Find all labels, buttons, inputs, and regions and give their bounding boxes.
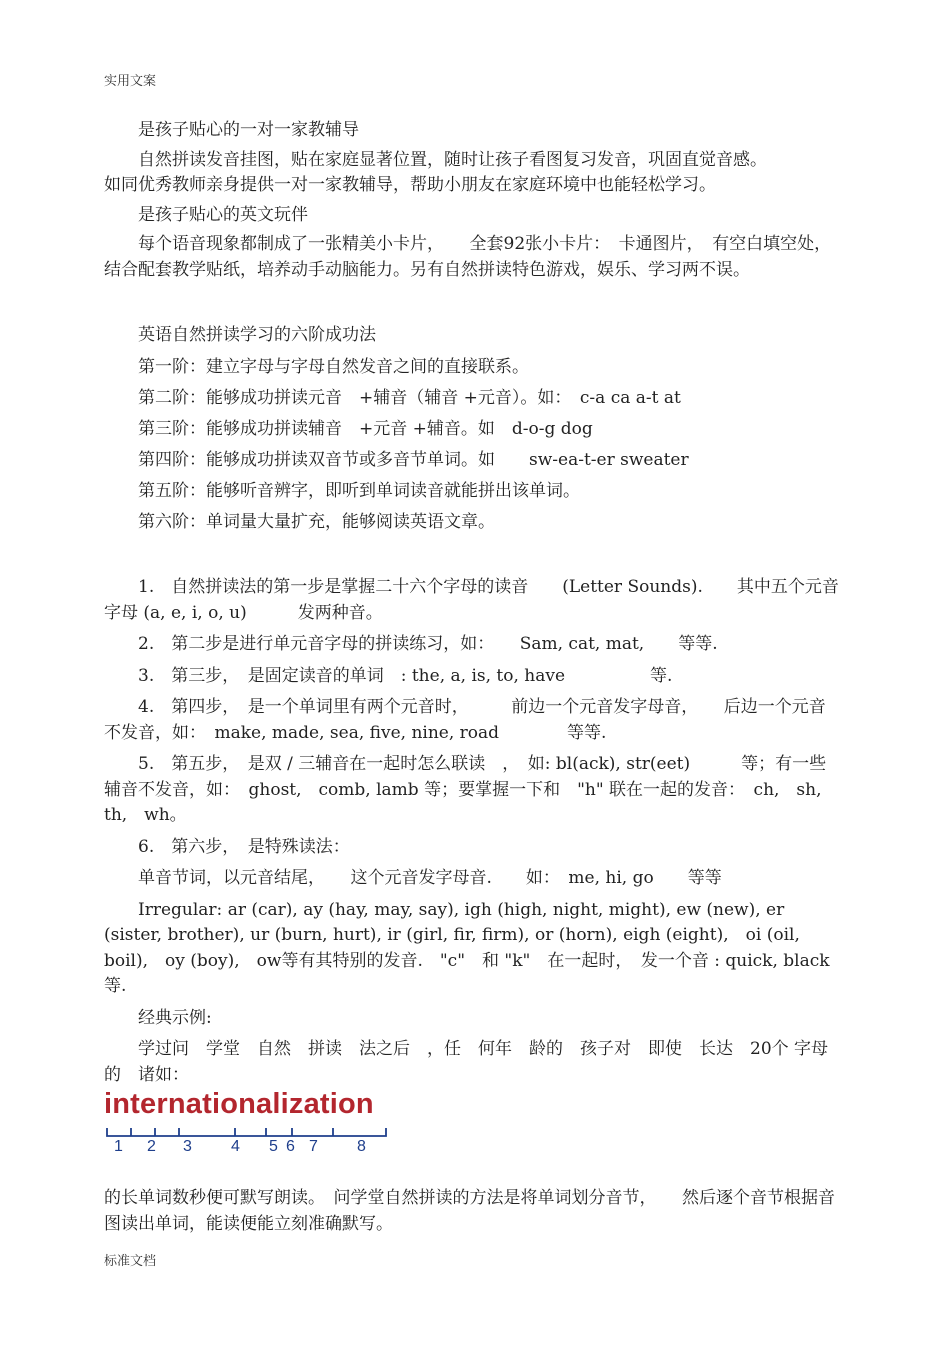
- step-item: 第二阶：能够成功拼读元音 +辅音（辅音 +元音）。如： c-a ca a-t at: [138, 387, 681, 408]
- example-title: 经典示例:: [138, 1007, 212, 1028]
- example-word: internationalization: [104, 1088, 374, 1120]
- page-header: 实用文案: [104, 74, 157, 89]
- step-item: 第五阶：能够听音辨字，即听到单词读音就能拼出该单词。: [138, 480, 580, 501]
- heading-playmate: 是孩子贴心的英文玩伴: [138, 204, 308, 225]
- syllable-number: 6: [286, 1138, 295, 1155]
- syllable-number: 2: [147, 1138, 156, 1155]
- numbered-item-2: 2. 第二步是进行单元音字母的拼读练习，如： Sam, cat, mat, 等等.: [138, 634, 718, 654]
- syllable-number: 4: [231, 1138, 240, 1155]
- syllable-number: 1: [114, 1138, 123, 1155]
- six-steps-title: 英语自然拼读学习的六阶成功法: [138, 325, 376, 345]
- example-intro: 学过问 学堂 自然 拼读 法之后 ，任 何年 龄的 孩子对 即使 长达 20个 字母的 诸如：: [104, 1039, 829, 1085]
- paragraph-cards: 每个语音现象都制成了一张精美小卡片， 全套92张小卡片： 卡通图片， 有空白填空处，结合配套教学贴纸，培养动手动脑能力。另有自然拼读特色游戏，娱乐、学习两不误。: [104, 234, 832, 280]
- six-steps-list: [104, 355, 842, 536]
- syllable-number: 7: [309, 1138, 318, 1155]
- special-rule: 单音节词，以元音结尾， 这个元音发字母音. 如： me, hi, go 等等: [138, 868, 722, 888]
- numbered-item-6: 6. 第六步， 是特殊读法：: [138, 836, 350, 857]
- irregular-list: Irregular: ar (car), ay (hay, may, say), igh (high, night, might), ew (new), er (sister, brother), ur (burn, hurt), ir (girl, fir, firm), or (horn), eigh (eight), oi (oil, boil), oy (boy), ow等有其特别的发音. "c" 和 "k" 在一起时， 发一个音 : quick, black 等.: [104, 899, 864, 996]
- step-item: 第四阶：能够成功拼读双音节或多音节单词。如 sw-ea-t-er sweater: [138, 449, 689, 470]
- paragraph-tutor: 如同优秀教师亲身提供一对一家教辅导，帮助小朋友在家庭环境中也能轻松学习。: [104, 175, 716, 195]
- document-body: [104, 118, 864, 1237]
- syllable-number: 5: [269, 1138, 278, 1155]
- example-conclusion: 的长单词数秒便可默写朗读。 问学堂自然拼读的方法是将单词划分音节， 然后逐个音节根据音图读出单词，能读便能立刻准确默写。: [104, 1188, 835, 1234]
- numbered-item-1: 1. 自然拼读法的第一步是掌握二十六个字母的读音 (Letter Sounds). 其中五个元音字母 (a, e, i, o, u) 发两种音。: [104, 577, 839, 623]
- paragraph-wallchart: 自然拼读发音挂图，贴在家庭显著位置，随时让孩子看图复习发音，巩固直觉音感。: [138, 149, 767, 170]
- heading-tutoring: 是孩子贴心的一对一家教辅导: [138, 120, 359, 140]
- syllable-number: 8: [357, 1138, 366, 1155]
- syllable-figure: [104, 1088, 404, 1162]
- step-item: 第三阶：能够成功拼读辅音 +元音 +辅音。如 d-o-g dog: [138, 418, 593, 439]
- numbered-item-5: 5. 第五步， 是双 / 三辅音在一起时怎么联读 ， 如: bl(ack), str(eet) 等；有一些辅音不发音，如： ghost, comb, lamb 等；要掌握一下和 "h" 联在一起的发音： ch, sh, th, wh。: [104, 754, 839, 825]
- step-item: 第六阶：单词量大量扩充，能够阅读英语文章。: [138, 511, 495, 532]
- syllable-number: 3: [183, 1138, 192, 1155]
- step-item: 第一阶：建立字母与字母自然发音之间的直接联系。: [138, 356, 529, 377]
- page-footer: 标准文档: [104, 1254, 157, 1269]
- numbered-item-4: 4. 第四步， 是一个单词里有两个元音时， 前边一个元音发字母音， 后边一个元音不发音，如： make, made, sea, five, nine, road 等等.: [104, 697, 826, 743]
- numbered-item-3: 3. 第三步， 是固定读音的单词 : the, a, is, to, have 等.: [138, 665, 673, 686]
